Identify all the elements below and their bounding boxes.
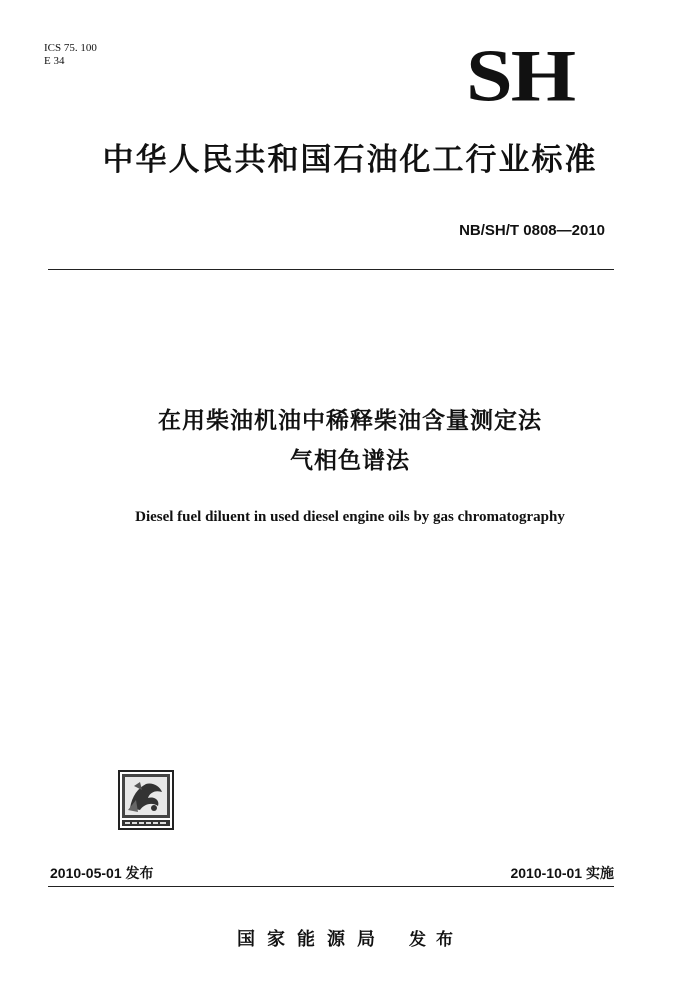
- top-divider: [48, 269, 614, 270]
- standard-title: 中华人民共和国石油化工行业标准: [102, 142, 598, 178]
- document-title-cn-line1: 在用柴油机油中稀释柴油含量测定法: [158, 408, 542, 434]
- publisher-seal-icon: [118, 770, 174, 830]
- issue-date: 2010-05-01 发布: [50, 865, 154, 881]
- publisher-org: 国家能源局: [237, 929, 387, 950]
- sh-logo: SH: [466, 35, 575, 118]
- publisher-line: [0, 928, 700, 952]
- publisher-action: 发布: [409, 930, 463, 950]
- document-title-en: Diesel fuel diluent in used diesel engine oils by gas chromatography: [135, 509, 565, 525]
- classification-codes: [44, 42, 97, 68]
- implementation-date: 2010-10-01 实施: [510, 865, 614, 881]
- document-title-cn-line2: 气相色谱法: [290, 448, 410, 474]
- standard-number: NB/SH/T 0808—2010: [459, 222, 605, 239]
- category-code: E 34: [44, 55, 65, 67]
- ics-code: ICS 75. 100: [44, 42, 97, 54]
- bottom-divider: [48, 886, 614, 887]
